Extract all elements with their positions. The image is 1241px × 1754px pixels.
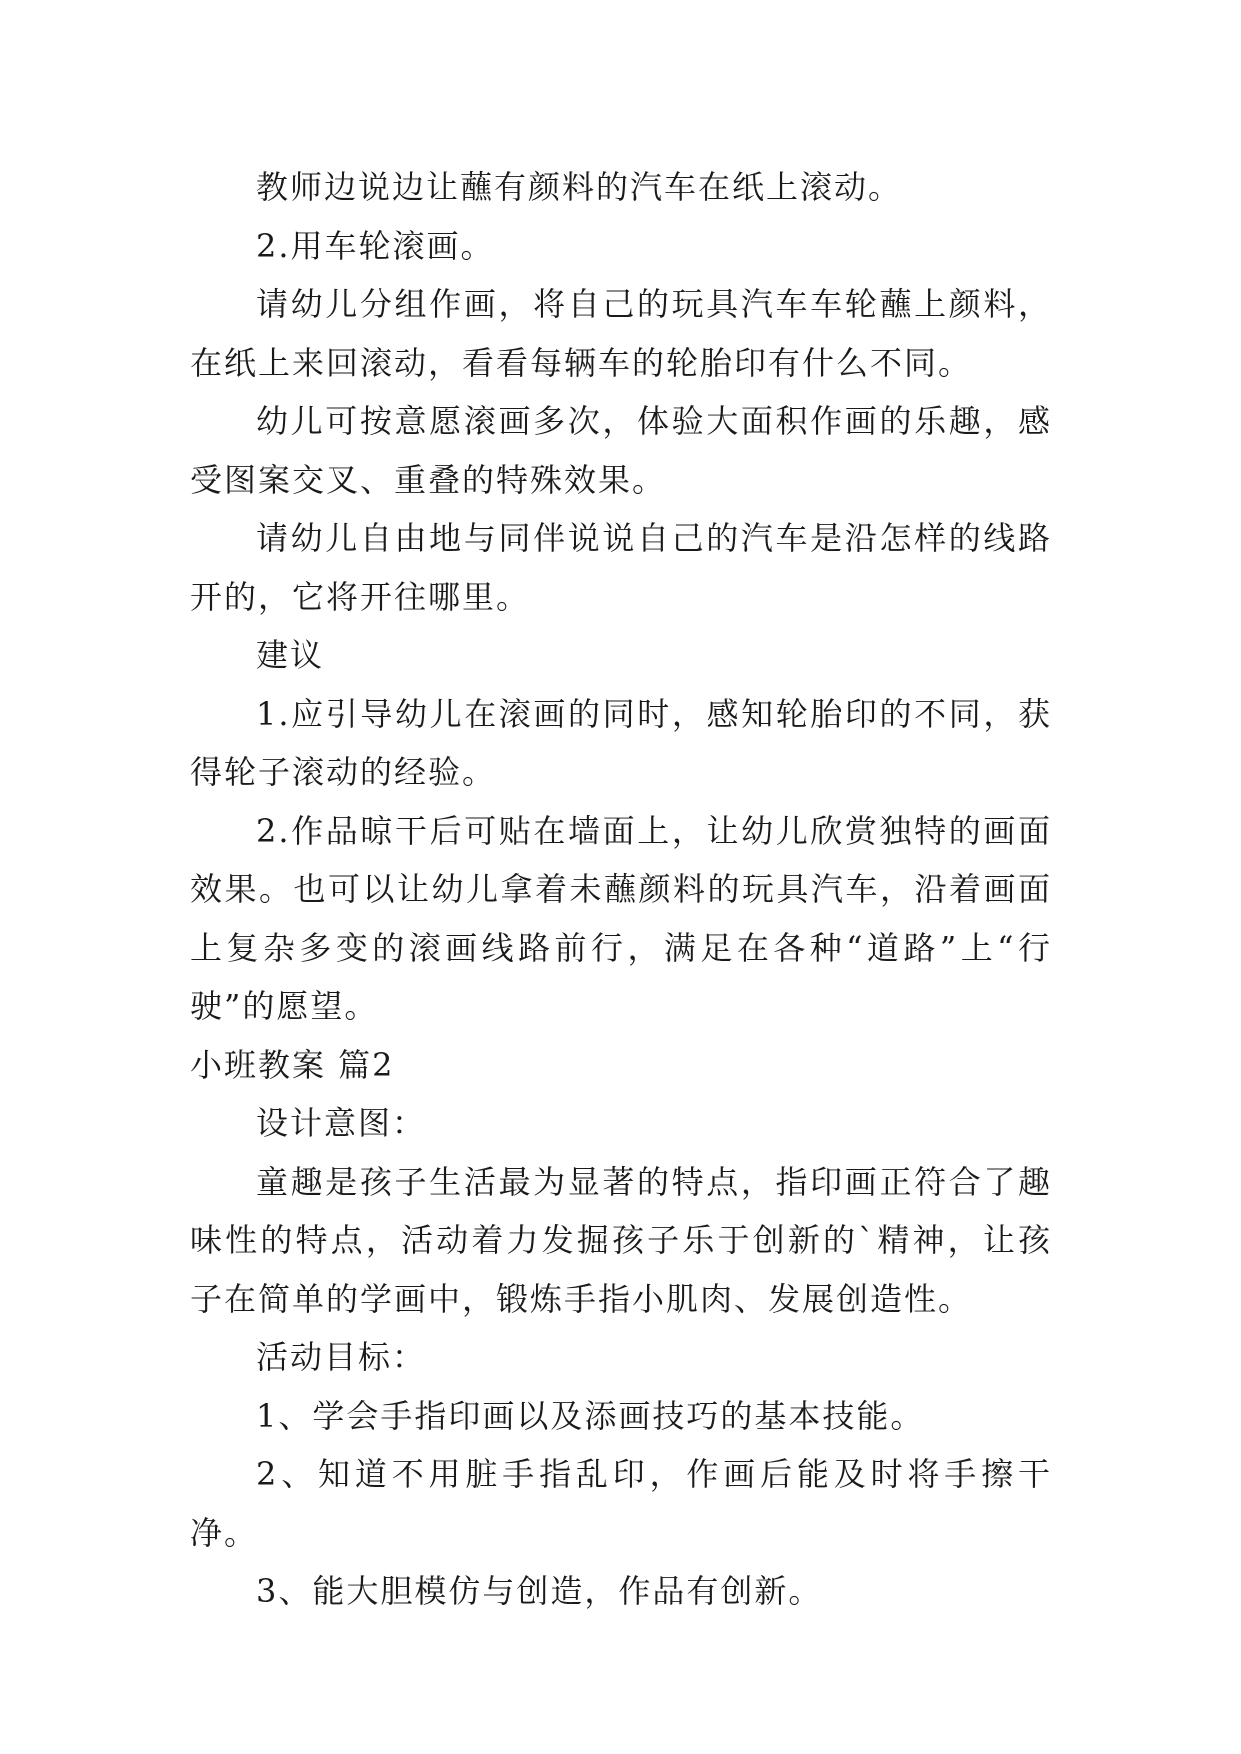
paragraph: 2.作品晾干后可贴在墙面上，让幼儿欣赏独特的画面效果。也可以让幼儿拿着未蘸颜料的玩具汽车，沿着画面上复杂多变的滚画线路前行，满足在各种“道路”上“行驶”的愿望。: [190, 811, 1052, 1025]
section-heading: 小班教案 篇2: [190, 1045, 395, 1084]
list-item: 3、能大胆模仿与创造，作品有创新。: [256, 1572, 823, 1610]
paragraph: 活动目标：: [256, 1338, 427, 1376]
paragraph: 请幼儿自由地与同伴说说自己的汽车是沿怎样的线路开的，它将开往哪里。: [190, 519, 1052, 616]
paragraph: 请幼儿分组作画，将自己的玩具汽车车轮蘸上颜料，在纸上来回滚动，看看每辆车的轮胎印有什么不同。: [190, 285, 1052, 382]
paragraph: 教师边说边让蘸有颜料的汽车在纸上滚动。: [256, 168, 903, 206]
paragraph: 2.用车轮滚画。: [256, 226, 495, 265]
document-body: [190, 158, 1052, 1621]
paragraph: 童趣是孩子生活最为显著的特点，指印画正符合了趣味性的特点，活动着力发掘孩子乐于创新的`精神，让孩子在简单的学画中，锻炼手指小肌肉、发展创造性。: [190, 1162, 1052, 1318]
paragraph: 幼儿可按意愿滚画多次，体验大面积作画的乐趣，感受图案交叉、重叠的特殊效果。: [190, 402, 1052, 499]
paragraph: 1.应引导幼儿在滚画的同时，感知轮胎印的不同，获得轮子滚动的经验。: [190, 694, 1052, 791]
list-item: 2、知道不用脏手指乱印，作画后能及时将手擦干净。: [190, 1455, 1052, 1552]
paragraph: 设计意图：: [256, 1104, 427, 1142]
list-item: 1、学会手指印画以及添画技巧的基本技能。: [256, 1396, 925, 1435]
section-label: 建议: [256, 636, 325, 674]
